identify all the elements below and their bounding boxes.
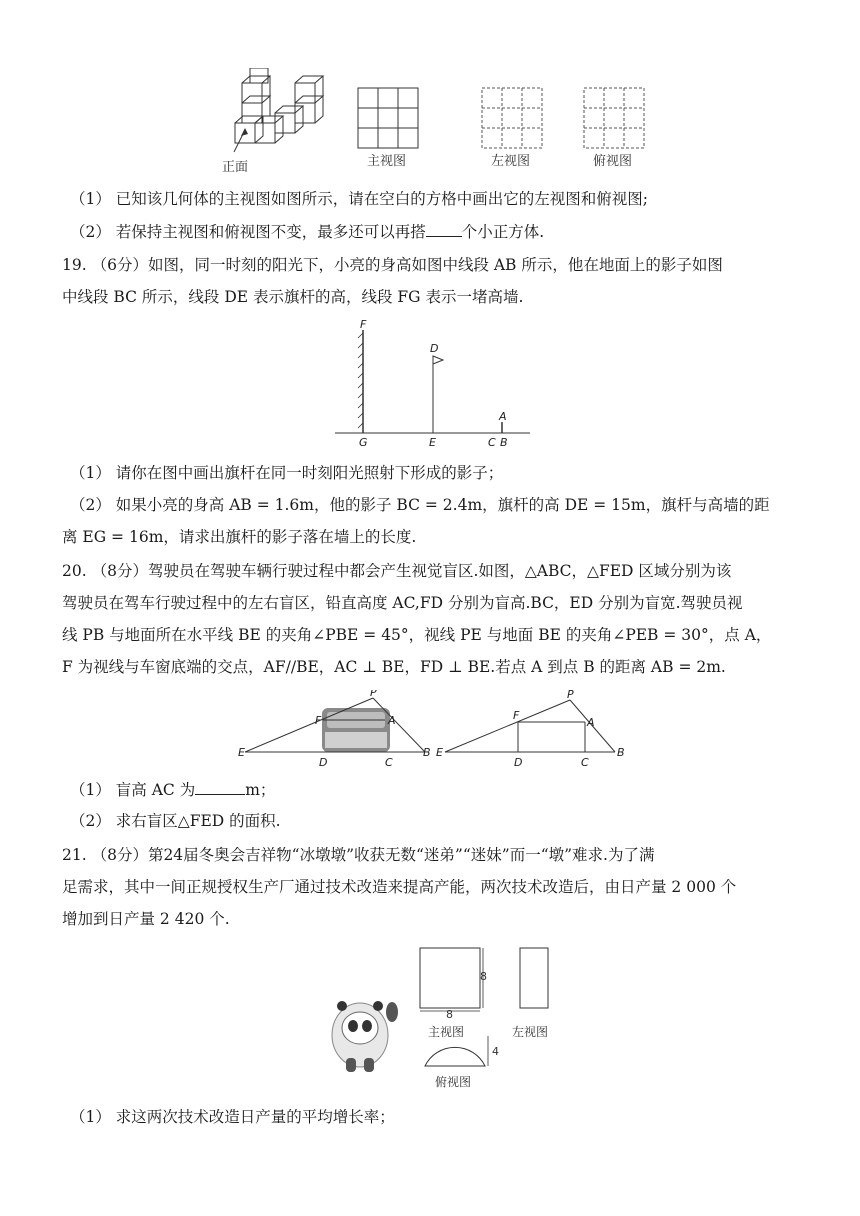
arrow-head-icon xyxy=(241,128,248,136)
left-view-rect xyxy=(520,948,548,1008)
label-b: B xyxy=(500,436,508,449)
q20-figure xyxy=(235,690,635,770)
q20-line2: 驾驶员在驾车行驶过程中的左右盲区，铅直高度 AC,FD 分别为盲高.BC，ED 分别为盲宽.驾驶员视 xyxy=(62,594,743,612)
q20-part2: （2） 求右盲区△FED 的面积. xyxy=(70,812,281,830)
label-a: A xyxy=(499,410,507,423)
q19-part2-line1: （2） 如果小亮的身高 AB = 1.6m，他的影子 BC = 2.4m，旗杆的高 DE = 15m，旗杆与高墙的距 xyxy=(70,496,770,514)
q18-figure xyxy=(220,68,650,178)
main-view-caption: 主视图 xyxy=(367,154,407,169)
main-view-grid xyxy=(358,88,418,148)
answer-blank[interactable] xyxy=(195,778,245,795)
q21-line1: 21. （8分）第24届冬奥会吉祥物“冰墩墩”收获无数“迷弟”“迷妹”而一“墩”难求.为了满 xyxy=(62,846,655,864)
front-label: 正面 xyxy=(222,160,249,175)
q20-part1 xyxy=(70,778,275,801)
main-view-caption: 主视图 xyxy=(428,1025,465,1039)
top-view-grid xyxy=(584,88,644,148)
top-view-semicircle xyxy=(425,1047,485,1066)
q21-line3: 增加到日产量 2 420 个. xyxy=(62,910,230,928)
q21-part1: （1） 求这两次技术改造日产量的平均增长率； xyxy=(70,1108,395,1126)
label-c-left: C xyxy=(385,756,393,769)
q18-part2-pre: （2） 若保持主视图和俯视图不变，最多还可以再搭 xyxy=(70,223,426,241)
q18-part2 xyxy=(70,220,544,243)
label-p-left: P xyxy=(370,690,377,699)
q21-line2: 足需求，其中一间正规授权生产厂通过技术改造来提高产能，两次技术改造后，由日产量 2 000 个 xyxy=(62,878,737,896)
main-view-square xyxy=(420,948,480,1008)
q18-part2-post: 个小正方体. xyxy=(461,223,545,241)
car-photo-diagram xyxy=(238,690,431,769)
top-view-caption: 俯视图 xyxy=(435,1075,472,1089)
flag-icon xyxy=(433,356,443,364)
label-d-right: D xyxy=(514,756,523,769)
q20-line4: F 为视线与车窗底端的交点，AF//BE，AC ⊥ BE，FD ⊥ BE.若点 A 到点 B 的距离 AB = 2m. xyxy=(62,658,726,676)
label-f-right: F xyxy=(513,709,520,722)
q18-part1: （1） 已知该几何体的主视图如图所示，请在空白的方格中画出它的左视图和俯视图; xyxy=(70,190,649,208)
q19-figure xyxy=(330,318,540,453)
label-a-left: A xyxy=(388,714,396,727)
q21-figure xyxy=(320,940,570,1095)
label-g: G xyxy=(359,436,368,449)
car-grille xyxy=(325,732,387,748)
label-e: E xyxy=(429,436,436,449)
label-b-right: B xyxy=(617,746,625,759)
q19-line1: 19. （6分）如图，同一时刻的阳光下，小亮的身高如图中线段 AB 所示，他在地面上的影子如图 xyxy=(62,256,723,274)
label-e-left: E xyxy=(238,746,245,759)
cube-stack-drawing xyxy=(235,68,323,143)
q19-part2-line2: 离 EG = 16m，请求出旗杆的影子落在墙上的长度. xyxy=(62,528,417,546)
label-d: D xyxy=(430,342,439,355)
label-b-left: B xyxy=(423,746,431,759)
label-e-right: E xyxy=(436,746,443,759)
q19-part1: （1） 请你在图中画出旗杆在同一时刻阳光照射下形成的影子； xyxy=(70,464,504,482)
q20-line1: 20. （8分）驾驶员在驾驶车辆行驶过程中都会产生视觉盲区.如图，△ABC，△FED 区域分别为该 xyxy=(62,562,732,580)
label-f: F xyxy=(360,318,367,331)
left-view-caption: 左视图 xyxy=(512,1025,549,1039)
left-view-caption: 左视图 xyxy=(491,154,531,169)
q20-line3: 线 PB 与地面所在水平线 BE 的夹角∠PBE = 45°，视线 PE 与地面 BE 的夹角∠PEB = 30°，点 A， xyxy=(62,626,772,644)
label-c: C xyxy=(488,436,496,449)
label-f-left: F xyxy=(315,714,322,727)
left-view-grid xyxy=(482,88,542,148)
label-a-right: A xyxy=(587,716,595,729)
dim-height: 8 xyxy=(480,970,487,983)
dim-width: 8 xyxy=(446,1008,453,1021)
answer-blank[interactable] xyxy=(426,220,462,237)
label-d-left: D xyxy=(319,756,328,769)
q19-line2: 中线段 BC 所示，线段 DE 表示旗杆的高，线段 FG 表示一堵高墙. xyxy=(62,288,524,306)
dim-radius: 4 xyxy=(492,1045,499,1058)
top-view-caption: 俯视图 xyxy=(593,154,633,169)
label-p-right: P xyxy=(567,690,574,701)
q20-part1-post: m； xyxy=(245,781,276,799)
bing-dwen-dwen-mascot xyxy=(332,1001,398,1072)
label-c-right: C xyxy=(581,756,589,769)
q20-part1-pre: （1） 盲高 AC 为 xyxy=(70,781,196,799)
